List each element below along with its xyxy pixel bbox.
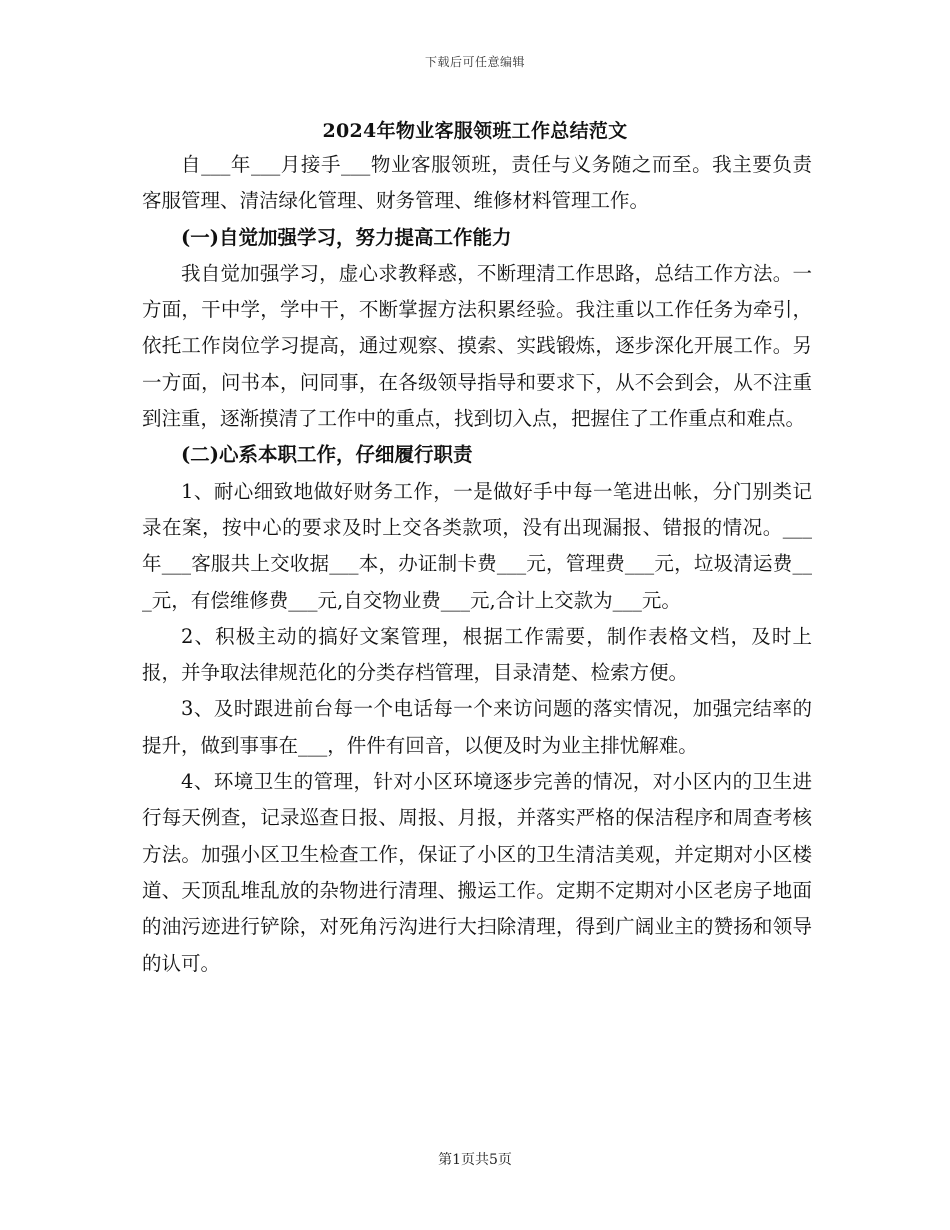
section-2-item-1: 1、耐心细致地做好财务工作，一是做好手中每一笔进出帐，分门别类记录在案，按中心的要求及时上交各类款项，没有出现漏报、错报的情况。___年___客服共上交收据___本，办证制卡费___元，管理费___元，垃圾清运费___元，有偿维修费___元,自交物业费___元,合计上交款为___元。 — [142, 479, 812, 612]
section-2-item-2: 2、积极主动的搞好文案管理，根据工作需要，制作表格文档，及时上报，并争取法律规范化的分类存档管理，目录清楚、检索方便。 — [142, 624, 812, 685]
section-2-item-4: 4、环境卫生的管理，针对小区环境逐步完善的情况，对小区内的卫生进行每天例查，记录巡查日报、周报、月报，并落实严格的保洁程序和周查考核方法。加强小区卫生检查工作，保证了小区的卫生清洁美观，并定期对小区楼道、天顶乱堆乱放的杂物进行清理、搬运工作。定期不定期对小区老房子地面的油污迹进行铲除，对死角污沟进行大扫除清理，得到广阔业主的赞扬和领导的认可。 — [142, 770, 812, 975]
section-2-item-3: 3、及时跟进前台每一个电话每一个来访问题的落实情况，加强完结率的提升，做到事事在___，件件有回音，以便及时为业主排忧解难。 — [142, 697, 812, 757]
page-indicator: 第1页共5页 — [438, 1152, 512, 1168]
document-body — [142, 147, 812, 982]
section-1-paragraph: 我自觉加强学习，虚心求教释惑，不断理清工作思路，总结工作方法。一方面，干中学，学中干，不断掌握方法积累经验。我注重以工作任务为牵引，依托工作岗位学习提高，通过观察、摸索、实践锻炼，逐步深化开展工作。另一方面，问书本，问同事，在各级领导指导和要求下，从不会到会，从不注重到注重，逐渐摸清了工作中的重点，找到切入点，把握住了工作重点和难点。 — [142, 261, 812, 431]
intro-paragraph: 自___年___月接手___物业客服领班，责任与义务随之而至。我主要负责客服管理、清洁绿化管理、财务管理、维修材料管理工作。 — [142, 153, 812, 213]
section-1-heading: (一)自觉加强学习，努力提高工作能力 — [181, 225, 512, 249]
document-title: 2024年物业客服领班工作总结范文 — [322, 120, 628, 142]
header-note: 下载后可任意编辑 — [424, 55, 525, 69]
section-2-heading: (二)心系本职工作，仔细履行职责 — [181, 443, 473, 467]
